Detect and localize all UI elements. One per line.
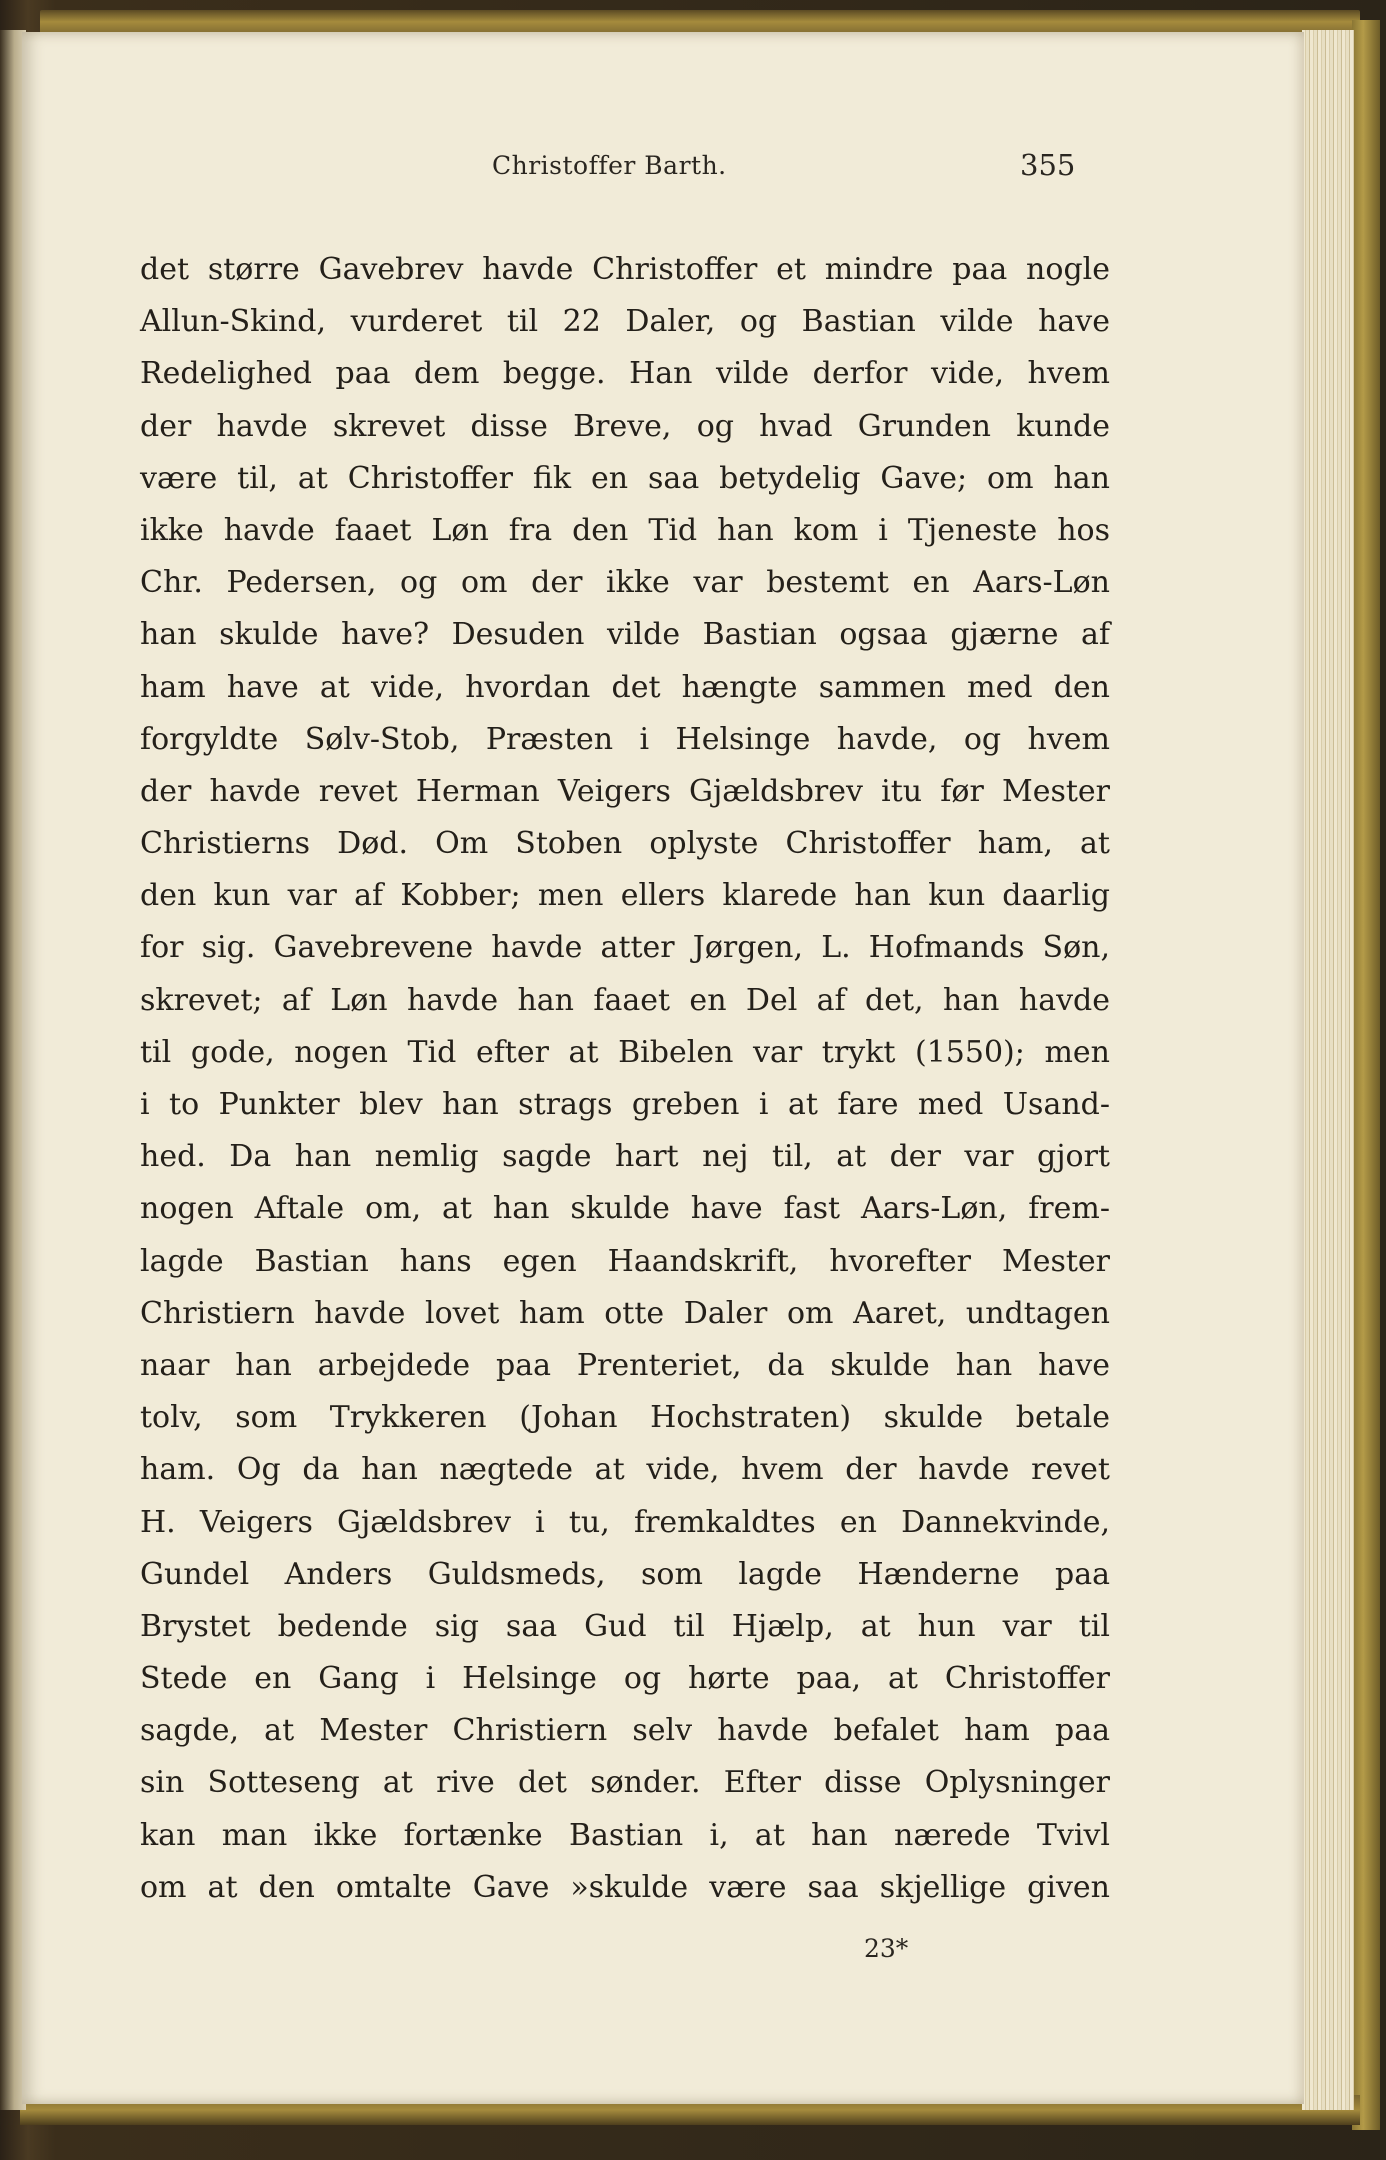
text-line: ham. Og da han nægtede at vide, hvem der havde revet: [140, 1452, 1110, 1488]
text-line: nogen Aftale om, at han skulde have fast Aars-Løn, frem-: [140, 1191, 1110, 1227]
book-page: [22, 32, 1304, 2104]
text-line: ikke havde faaet Løn fra den Tid han kom i Tjeneste hos: [140, 512, 1110, 548]
text-line: det større Gavebrev havde Christoffer et mindre paa nogle: [140, 252, 1110, 287]
text-line: H. Veigers Gjældsbrev i tu, fremkaldtes en Dannekvinde,: [140, 1504, 1110, 1540]
text-line: for sig. Gavebrevene havde atter Jørgen, L. Hofmands Søn,: [140, 930, 1110, 966]
text-line: i to Punkter blev han strags greben i at fare med Usand-: [140, 1087, 1110, 1122]
text-line: naar han arbejdede paa Prenteriet, da skulde han have: [140, 1347, 1110, 1383]
gilt-edge-right: [1352, 20, 1380, 2130]
text-line: Brystet bedende sig saa Gud til Hjælp, at hun var til: [140, 1608, 1110, 1644]
text-line: skrevet; af Løn havde han faaet en Del af det, han havde: [140, 982, 1110, 1018]
text-line: Christiern havde lovet ham otte Daler om Aaret, undtagen: [140, 1295, 1110, 1331]
body-text: [140, 244, 1110, 1914]
page-number: 355: [1020, 148, 1076, 182]
text-line: Christierns Død. Om Stoben oplyste Christoffer ham, at: [140, 826, 1110, 862]
text-line: Allun-Skind, vurderet til 22 Daler, og Bastian vilde have: [140, 304, 1110, 340]
text-line: forgyldte Sølv-Stob, Præsten i Helsinge havde, og hvem: [140, 721, 1110, 757]
text-line: Redelighed paa dem begge. Han vilde derfor vide, hvem: [140, 356, 1110, 392]
text-line: der havde skrevet disse Breve, og hvad Grunden kunde: [140, 408, 1110, 444]
signature-mark: 23*: [864, 1934, 909, 1963]
text-line: lagde Bastian hans egen Haandskrift, hvorefter Mester: [140, 1243, 1110, 1279]
text-line: ham have at vide, hvordan det hængte sammen med den: [140, 669, 1110, 705]
text-line: sin Sotteseng at rive det sønder. Efter disse Oplysninger: [140, 1765, 1110, 1801]
text-line: kan man ikke fortænke Bastian i, at han nærede Tvivl: [140, 1817, 1110, 1853]
text-line: sagde, at Mester Christiern selv havde befalet ham paa: [140, 1713, 1110, 1749]
page-edges: [1302, 30, 1354, 2110]
text-line: tolv, som Trykkeren (Johan Hochstraten) skulde betale: [140, 1400, 1110, 1436]
text-line: Stede en Gang i Helsinge og hørte paa, at Christoffer: [140, 1661, 1110, 1697]
text-line: der havde revet Herman Veigers Gjældsbrev itu før Mester: [140, 773, 1110, 809]
text-line: til gode, nogen Tid efter at Bibelen var trykt (1550); men: [140, 1034, 1110, 1070]
text-line: hed. Da han nemlig sagde hart nej til, at der var gjort: [140, 1139, 1110, 1175]
text-line: Gundel Anders Guldsmeds, som lagde Hænderne paa: [140, 1556, 1110, 1592]
text-line: han skulde have? Desuden vilde Bastian ogsaa gjærne af: [140, 617, 1110, 653]
text-line: om at den omtalte Gave »skulde være saa skjellige given: [140, 1869, 1110, 1905]
running-title: Christoffer Barth.: [492, 151, 727, 180]
text-line: Chr. Pedersen, og om der ikke var bestemt en Aars-Løn: [140, 565, 1110, 601]
text-line: den kun var af Kobber; men ellers klarede han kun daarlig: [140, 878, 1110, 914]
text-line: være til, at Christoffer fik en saa betydelig Gave; om han: [140, 460, 1110, 496]
